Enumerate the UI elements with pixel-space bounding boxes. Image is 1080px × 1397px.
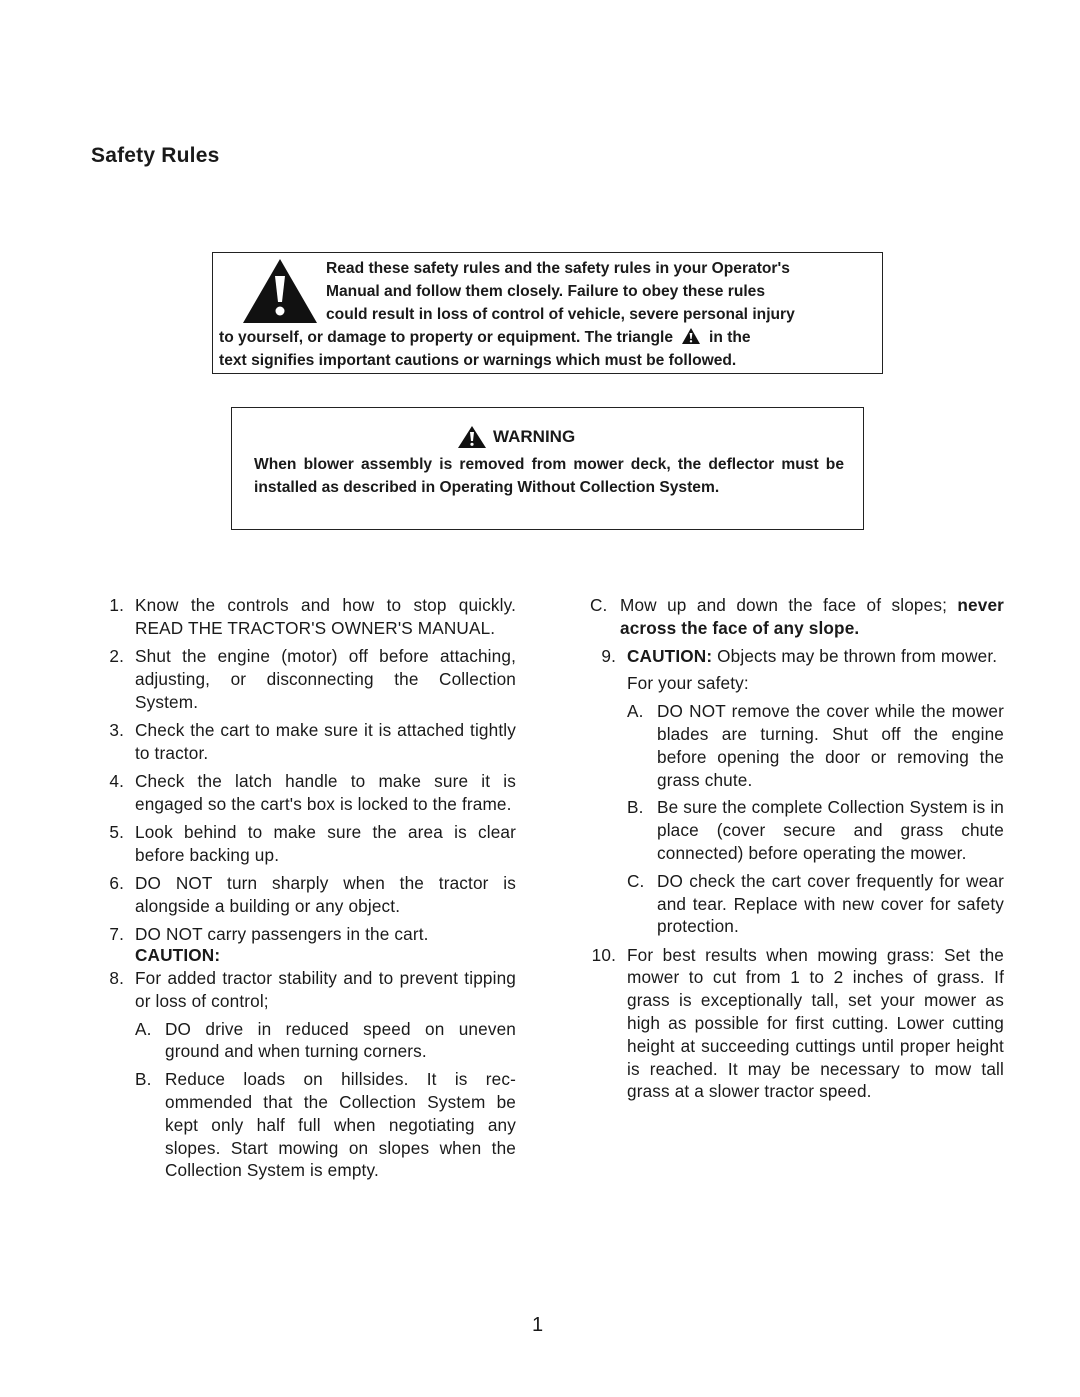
sub-item: C. DO check the cart cover frequently for wear and tear. Replace with new cover for safety protection. (627, 870, 1004, 937)
notice-line: text signifies important cautions or warnings which must be followed. (219, 352, 737, 369)
sub-item: B. Be sure the complete Collection System is in place (cover secure and grass chute connected) before operating the mower. (627, 797, 1004, 863)
page-title: Safety Rules (91, 144, 220, 167)
notice-line: Manual and follow them closely. Failure to obey these rules (326, 283, 766, 300)
caution-heading: CAUTION: (135, 945, 221, 966)
warning-text: When blower assembly is removed from mower deck, the deflector must be installed as described in Operating Without Collection System. (254, 456, 844, 496)
warning-triangle-icon (681, 327, 701, 345)
sub-item: A. DO drive in reduced speed on uneven ground and when turning corners. (135, 1018, 516, 1062)
notice-line: Read these safety rules and the safety rules in your Operator's (326, 260, 790, 277)
list-item: 4. Check the latch handle to make sure it is engaged so the cart's box is locked to the frame. (109, 771, 516, 814)
list-item: 1. Know the controls and how to stop quickly. READ THE TRACTOR'S OWNER'S MANUAL. (109, 595, 516, 638)
list-item: 8. For added tractor stability and to prevent tipping or loss of control; A. DO drive in reduced speed on uneven ground and when turning corners. B. Reduce loads on hillsides. It is rec-ommended that the Collection System be kept only half full when negotiating any slopes. Start mowing on slopes when the Collection System is empty. (109, 967, 516, 1181)
sub-item: B. Reduce loads on hillsides. It is rec-ommended that the Collection System be kept only half full when negotiating any slopes. Start mowing on slopes when the Collection System is empty. (135, 1069, 516, 1181)
left-column (98, 594, 516, 1188)
notice-text (219, 257, 874, 372)
list-item: 7. DO NOT carry passengers in the cart. (109, 924, 429, 945)
right-column (590, 594, 1004, 1109)
list-item: 2. Shut the engine (motor) off before attaching, adjusting, or disconnecting the Collection System. (109, 646, 516, 712)
notice-line: could result in loss of control of vehicle, severe personal injury (326, 306, 795, 323)
list-item: 5. Look behind to make sure the area is clear before backing up. (109, 822, 516, 865)
list-item: 9. CAUTION: Objects may be thrown from mower. For your safety: A. DO NOT remove the cover while the mower blades are turning. Shut off the engine before opening the door or removing the grass chute. B. Be sure the complete Collection System is in place (cover secure and grass chute connected) before operating the mower. C. DO check the cart cover frequently for wear and tear. Replace with new cover for safety protection. (601, 645, 1004, 937)
list-item: 6. DO NOT turn sharply when the tractor is alongside a building or any object. (109, 873, 516, 917)
warning-box (231, 407, 864, 530)
page-number: 1 (532, 1314, 544, 1336)
sub-item: A. DO NOT remove the cover while the mower blades are turning. Shut off the engine before opening the door or removing the grass chute. (627, 701, 1004, 790)
warning-heading: WARNING (457, 425, 575, 449)
list-item: 10. For best results when mowing grass: Set the mower to cut from 1 to 2 inches of grass. If grass is exceptionally tall, set your mower as high as possible for first cutting. Lower cutting height at succeeding cuttings until proper height is reached. It may be necessary to mow tall grass at a slower tractor speed. (591, 944, 1004, 1102)
paragraph: For your safety: (627, 673, 749, 694)
warning-triangle-icon (457, 425, 487, 449)
sub-item: C. Mow up and down the face of slopes; never across the face of any slope. (590, 595, 1004, 638)
notice-line: to yourself, or damage to property or equipment. The triangle in the (219, 329, 751, 346)
list-item: 3. Check the cart to make sure it is attached tightly to tractor. (109, 719, 516, 763)
safety-notice-box (212, 252, 883, 374)
